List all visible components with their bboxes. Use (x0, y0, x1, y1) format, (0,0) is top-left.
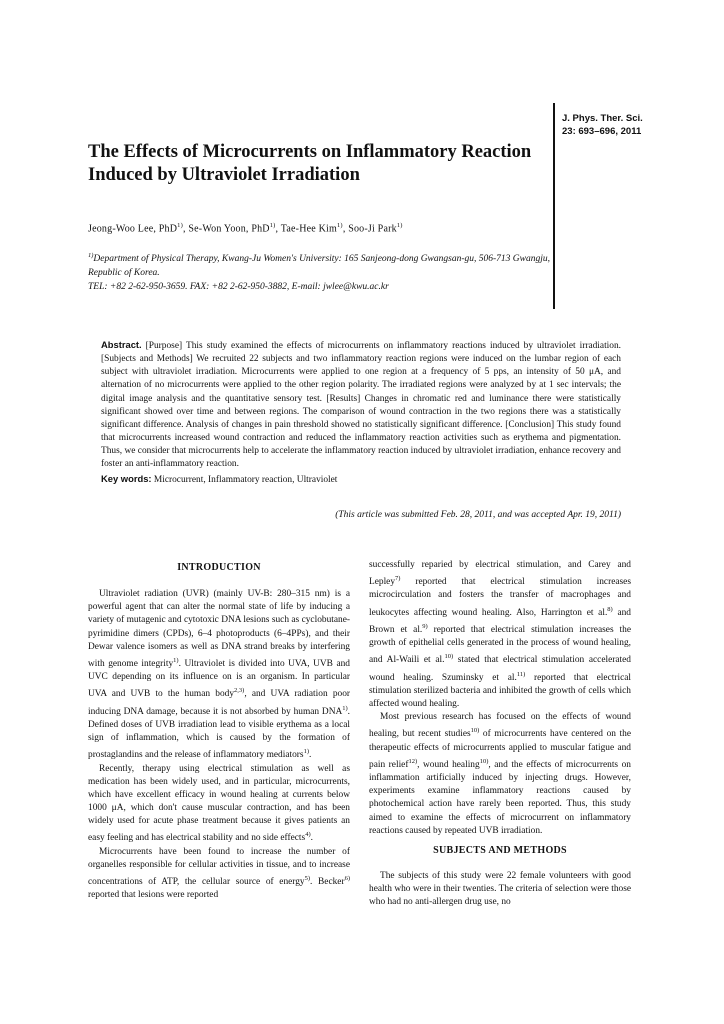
author-affiliation-mark: 1) (336, 222, 343, 229)
paragraph: Most previous research has focused on the effects of wound healing, but recent studies$^{10)}$ of microcurrents have centered on the therapeutic effects of microcurrents applied to muscular fatigue and pain relief$^{12)}$, wound healing$^{10)}$, and the effects of microcurrents on inflammation artificially induced by injecting drugs. However, experiments examine inflammatory reactions caused by photochemical action have rarely been reported. Thus, this study aimed to examine the effects of microcurrent on inflammatory reactions caused by repeated UVB irradiation. (369, 712, 631, 836)
affiliation (88, 249, 550, 294)
left-column (88, 559, 350, 902)
paper-title: The Effects of Microcurrents on Inflammatory Reaction Induced by Ultraviolet Irradiation (88, 142, 532, 185)
author-separator: , (342, 223, 349, 235)
author-name: Se-Won Yoon, PhD (188, 223, 270, 235)
section-heading-introduction: INTRODUCTION (177, 562, 261, 573)
author-name: Jeong-Woo Lee, PhD (88, 223, 178, 235)
author-affiliation-mark: 1) (396, 222, 403, 229)
abstract (101, 338, 621, 487)
paragraph: The subjects of this study were 22 female volunteers with good health who were in their twenties. The criteria of selection were those who had no anti-allergen drug use, no (369, 871, 631, 908)
affiliation-mark: 1) (88, 252, 94, 259)
submission-dates: (This article was submitted Feb. 28, 2011, and was accepted Apr. 19, 2011) (335, 510, 621, 520)
keywords-text: Microcurrent, Inflammatory reaction, Ultraviolet (151, 474, 338, 485)
header-divider (553, 103, 555, 309)
paragraph: Microcurrents have been found to increase the number of organelles responsible for cellular activities in tissue, and to increase concentrations of ATP, the cellular source of energy$^{5)}$. Becker$^{6)}$ reported that lesions were reported (88, 846, 351, 901)
journal-volume-pages: 23: 693–696, 2011 (562, 126, 642, 137)
journal-citation (562, 112, 712, 138)
keywords-label: Key words: (101, 472, 152, 484)
author-list (88, 222, 548, 234)
paragraph: Recently, therapy using electrical stimulation as well as medication has been widely used, and in particular, microcurrents, which have excellent efficacy in wound healing at currents below 1000 μA, which don't cause muscular contraction, and has been widely used for acute phase treatment because it gives patients an easy feeling and has electrical stability and no side effects$^{4)}$. (88, 763, 350, 844)
author-separator: , (183, 223, 189, 235)
author-name: Soo-Ji Park (348, 223, 397, 235)
author-affiliation-mark: 1) (269, 222, 276, 229)
affiliation-address: Department of Physical Therapy, Kwang-Ju Women's University: 165 Sanjeong-dong Gwangsan-gu, 506-713 Gwangju, Republic of Korea. (88, 254, 551, 279)
affiliation-contact: TEL: +82 2-62-950-3659. FAX: +82 2-62-950-3882, E-mail: jwlee@kwu.ac.kr (88, 282, 389, 293)
paragraph: Ultraviolet radiation (UVR) (mainly UV-B: 280–315 nm) is a powerful agent that can alter the normal state of life by inducing a variety of mutagenic and cytotoxic DNA lesions such as cyclobutane-pyrimidine dimers (CPDs), 6–4 photoproducts (6–4PPs), and their Dewar valence isomers as well as DNA strand breaks by interfering with genome integrity$^{1)}$. Ultraviolet is divided into UVA, UVB and UVC depending on its influence on is an organism. In particular UVA and UVB to the human body$^{2,3)}$, and UVA radiation poor inducing DNA damage, because it is not absorbed by human DNA$^{1)}$. Defined doses of UVB irradiation lead to visible erythema as a local sign of inflammation, which is caused by the formation of prostaglandins and the release of inflammatory mediators$^{1)}$. (88, 589, 350, 761)
paragraph: successfully reparied by electrical stimulation, and Carey and Lepley$^{7)}$ reported that electrical stimulation increases microcirculation and fosters the transfer of macrophages and leukocytes affecting wound healing. Also, Harrington et al.$^{8)}$ and Brown et al.$^{9)}$ reported that electrical stimulation increases the growth of epithelial cells generated in the process of wound healing, and Al-Waili et al.$^{10)}$ stated that electrical stimulation accelerated wound healing. Szuminsky et al.$^{11)}$ reported that electrical stimulation sterilized bacteria and inhibited the growth of cells which affected wound healing. (369, 560, 631, 710)
author-affiliation-mark: 1) (177, 222, 183, 229)
author-separator: , (275, 223, 281, 235)
author-name: Tae-Hee Kim (280, 223, 337, 235)
abstract-label: Abstract. (101, 339, 142, 350)
right-column (369, 559, 631, 909)
journal-name: J. Phys. Ther. Sci. (562, 113, 643, 124)
section-heading-subjects-methods: SUBJECTS AND METHODS (433, 844, 567, 856)
abstract-text: [Purpose] This study examined the effects of microcurrents on inflammatory reactions induced by ultraviolet irradiation. [Subjects and Methods] We recruited 22 subjects and two inflammatory reaction regions were induced on the lumbar region of each subject with ultraviolet irradiation. Microcurrents were applied to one region at a frequency of 5 pps, an intensity of 50 μA, and alternation of no microcurrents were applied to the other region polarity. The irradiated regions were analyzed by at 1 sec intervals; the digital image analysis and the quantitative sensory test. [Results] Changes in chromatic red and luminance there were statistically significant showed over time and between regions. The comparison of wound contraction in the two regions there was a statistically significant difference. Analysis of changes in pain threshold showed no statistically significant difference. [Conclusion] This study found that microcurrents increased wound contraction and reduced the inflammatory reaction activities such as erythema and pigmentation. Thus, we consider that microcurrents help to accelerate the inflammatory reaction induced by ultraviolet irradiation, enhance recovery and foster an anti-inflammatory reaction. (101, 341, 621, 470)
